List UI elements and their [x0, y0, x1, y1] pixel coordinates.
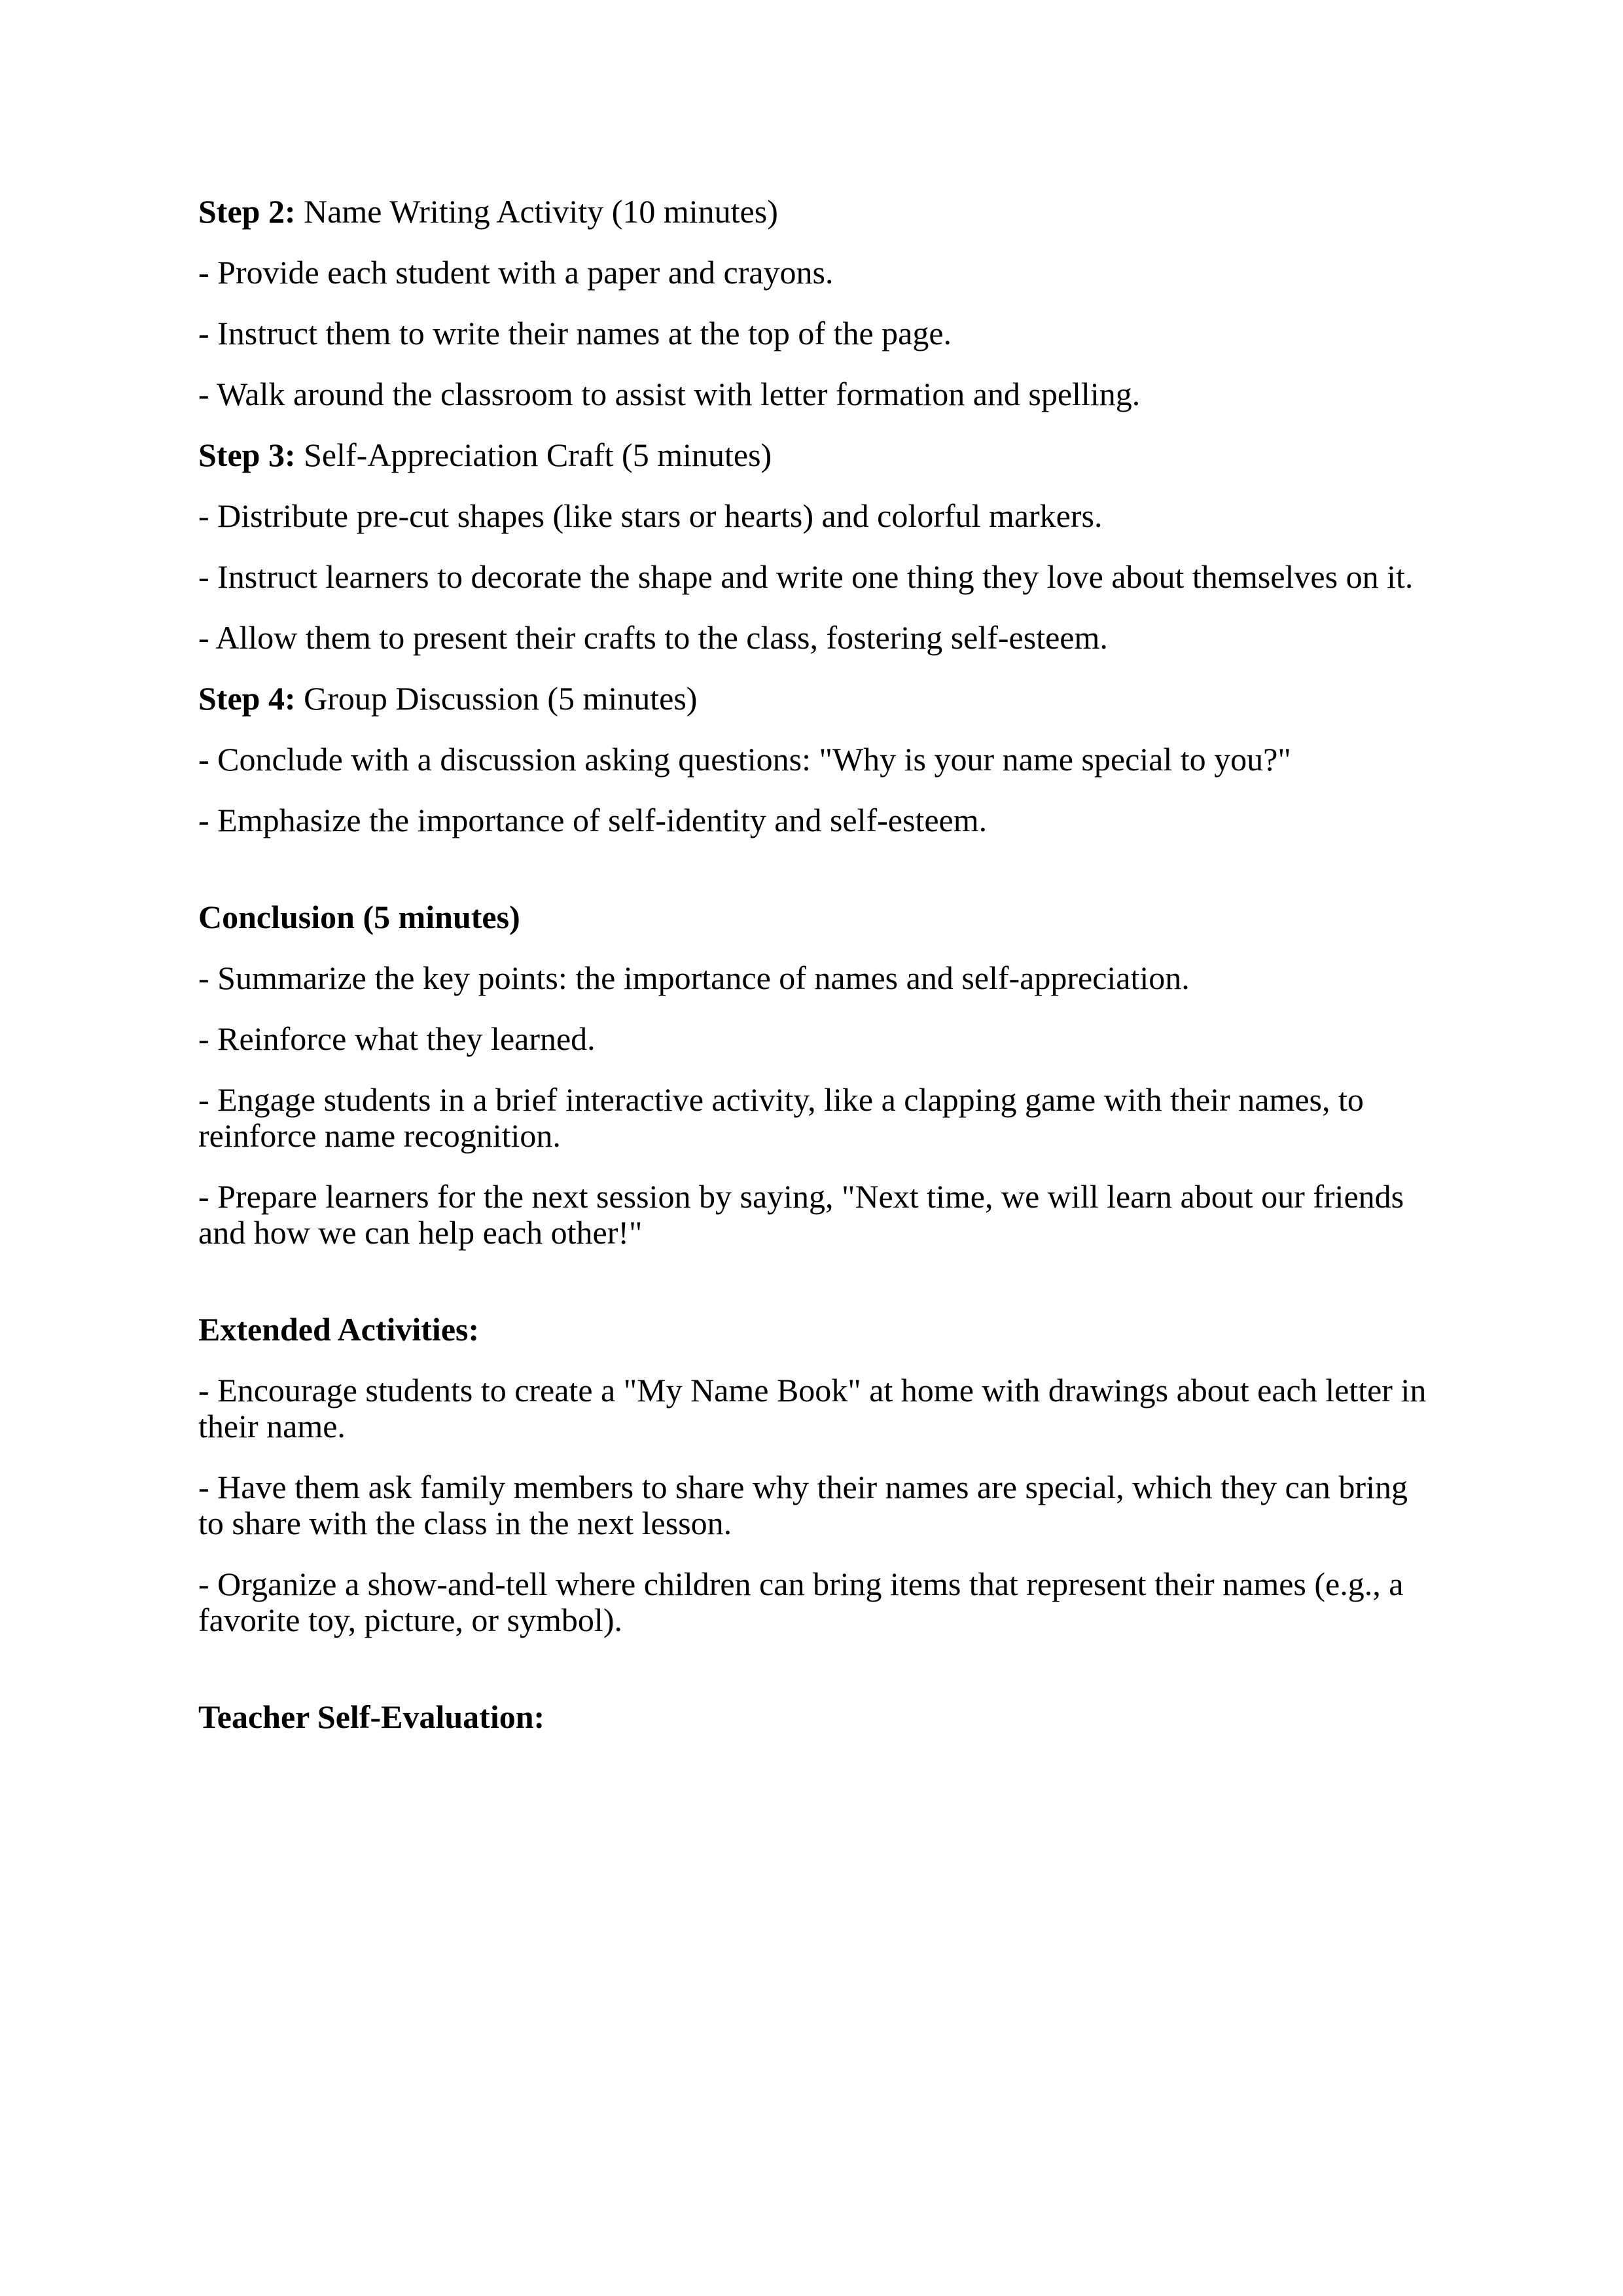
bullet-my-name-book — [198, 1372, 1427, 1444]
bullet-text: - Allow them to present their crafts to the class, fostering self-esteem. — [198, 619, 1108, 656]
bullet-text: - Instruct them to write their names at the top of the page. — [198, 315, 952, 351]
step-2-heading — [198, 194, 1427, 230]
bullet-text: - Provide each student with a paper and crayons. — [198, 254, 834, 291]
step-3-heading — [198, 437, 1427, 473]
step-4-heading — [198, 681, 1427, 717]
bullet-text: - Have them ask family members to share why their names are special, which they can bring to share with the class in the next lesson. — [198, 1469, 1408, 1541]
bullet-prepare-next-session — [198, 1179, 1427, 1251]
conclusion-heading — [198, 899, 1427, 935]
bullet-text: - Walk around the classroom to assist with letter formation and spelling. — [198, 376, 1141, 412]
bullet-show-and-tell — [198, 1566, 1427, 1638]
teacher-self-evaluation-heading-text: Teacher Self-Evaluation: — [198, 1698, 545, 1735]
extended-activities-heading — [198, 1312, 1427, 1348]
bullet-decorate-shape — [198, 559, 1427, 595]
bullet-text: - Conclude with a discussion asking questions: "Why is your name special to you?" — [198, 741, 1291, 778]
bullet-distribute-shapes — [198, 498, 1427, 534]
step-2-label: Step 2: — [198, 193, 296, 230]
step-2-title: Name Writing Activity (10 minutes) — [295, 193, 778, 230]
bullet-ask-family-members — [198, 1469, 1427, 1541]
bullet-provide-paper — [198, 255, 1427, 291]
bullet-text: - Summarize the key points: the importance of names and self-appreciation. — [198, 960, 1190, 996]
step-4-title: Group Discussion (5 minutes) — [295, 680, 698, 717]
bullet-text: - Organize a show-and-tell where children can bring items that represent their names (e.g., a favorite toy, picture, or symbol). — [198, 1566, 1404, 1638]
bullet-text: - Encourage students to create a "My Name Book" at home with drawings about each letter in their name. — [198, 1372, 1427, 1444]
bullet-emphasize-importance — [198, 802, 1427, 838]
extended-activities-heading-text: Extended Activities: — [198, 1311, 480, 1348]
bullet-text: - Emphasize the importance of self-identity and self-esteem. — [198, 802, 988, 838]
teacher-self-evaluation-heading — [198, 1699, 1427, 1735]
bullet-instruct-write-names — [198, 315, 1427, 351]
bullet-walk-around — [198, 376, 1427, 412]
bullet-text: - Reinforce what they learned. — [198, 1020, 596, 1057]
bullet-text: - Engage students in a brief interactive activity, like a clapping game with their names, to reinforce name recognition. — [198, 1081, 1364, 1154]
step-3-label: Step 3: — [198, 437, 296, 473]
bullet-present-crafts — [198, 620, 1427, 656]
step-4-label: Step 4: — [198, 680, 296, 717]
conclusion-heading-text: Conclusion (5 minutes) — [198, 899, 520, 935]
bullet-summarize-key-points — [198, 960, 1427, 996]
bullet-conclude-discussion — [198, 742, 1427, 778]
bullet-text: - Prepare learners for the next session by saying, "Next time, we will learn about our friends and how we can help each other!" — [198, 1178, 1404, 1251]
bullet-text: - Distribute pre-cut shapes (like stars or hearts) and colorful markers. — [198, 497, 1103, 534]
bullet-reinforce-learned — [198, 1021, 1427, 1057]
bullet-text: - Instruct learners to decorate the shape and write one thing they love about themselves on it. — [198, 558, 1414, 595]
step-3-title: Self-Appreciation Craft (5 minutes) — [295, 437, 772, 473]
bullet-engage-clapping-game — [198, 1082, 1427, 1154]
